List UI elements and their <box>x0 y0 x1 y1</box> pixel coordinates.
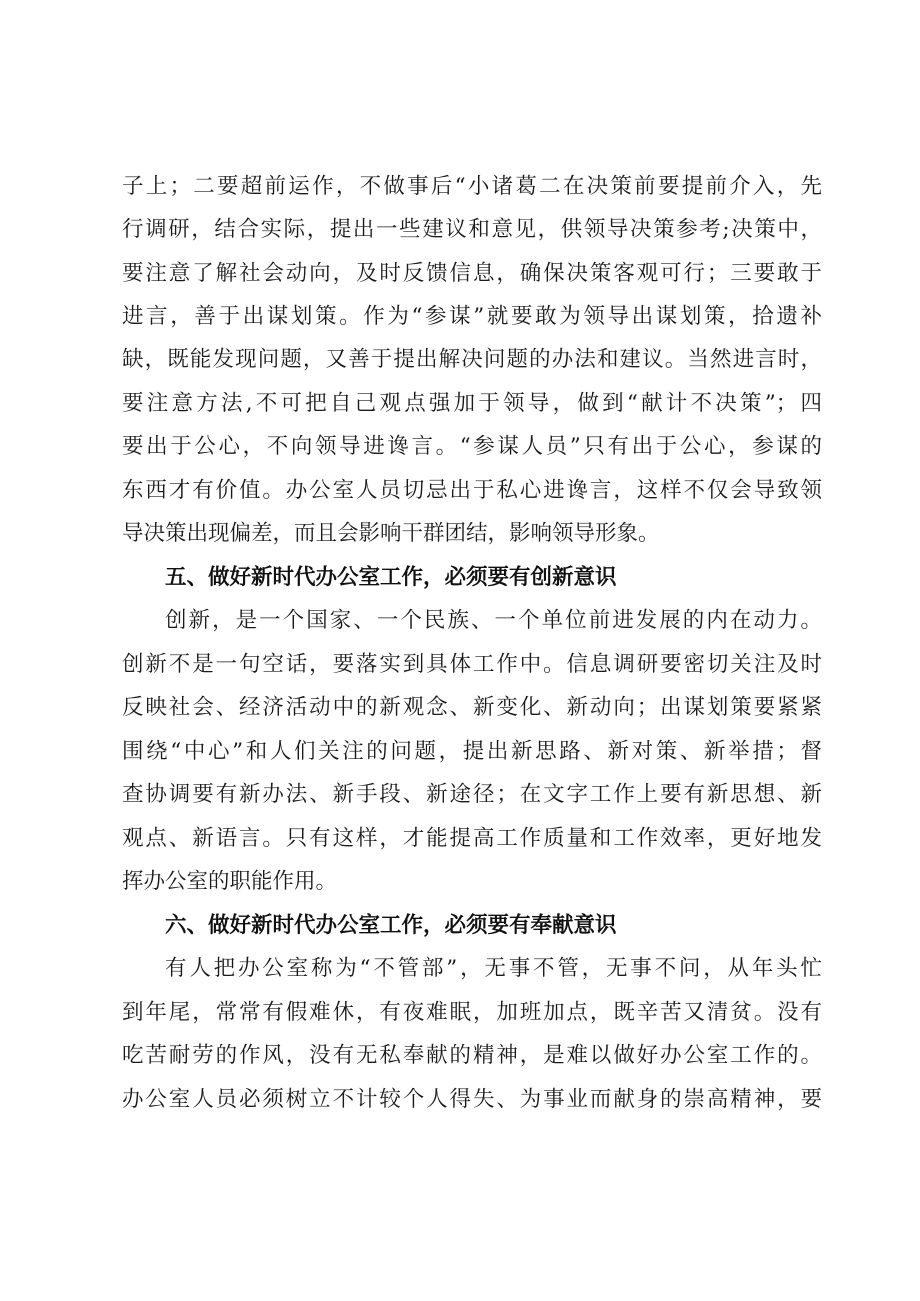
paragraph-line: 吃苦耐劳的作风，没有无私奉献的精神，是难以做好办公室工作的。 <box>122 1043 822 1068</box>
section-heading: 六、做好新时代办公室工作，必须要有奉献意识 <box>165 913 617 938</box>
section-heading: 五、做好新时代办公室工作，必须要有创新意识 <box>165 565 617 590</box>
paragraph-line: 要注意方法,不可把自己观点强加于领导，做到“献计不决策”；四 <box>122 391 822 416</box>
paragraph-line: 围绕“中心”和人们关注的问题，提出新思路、新对策、新举措；督 <box>122 739 822 764</box>
paragraph-line: 挥办公室的职能作用。 <box>122 869 338 894</box>
paragraph-line: 观点、新语言。只有这样，才能提高工作质量和工作效率，更好地发 <box>122 826 822 851</box>
paragraph-line: 导决策出现偏差，而且会影响干群团结，影响领导形象。 <box>122 521 660 546</box>
paragraph-line: 创新，是一个国家、一个民族、一个单位前进发展的内在动力。 <box>165 608 822 633</box>
paragraph-line: 到年尾，常常有假难休，有夜难眠，加班加点，既辛苦又清贫。没有 <box>122 1000 822 1025</box>
paragraph-line: 进言，善于出谋划策。作为“参谋”就要敢为领导出谋划策，拾遗补 <box>122 304 822 329</box>
paragraph-line: 反映社会、经济活动中的新观念、新变化、新动向；出谋划策要紧紧 <box>122 695 822 720</box>
paragraph-line: 有人把办公室称为“不管部”，无事不管，无事不问，从年头忙 <box>165 956 822 981</box>
paragraph-line: 缺，既能发现问题，又善于提出解决问题的办法和建议。当然进言时， <box>122 347 822 372</box>
paragraph-line: 子上；二要超前运作，不做事后“小诸葛二在决策前要提前介入，先 <box>122 174 822 199</box>
paragraph-line: 行调研，结合实际，提出一些建议和意见，供领导决策参考;决策中， <box>122 217 822 242</box>
paragraph-line: 办公室人员必须树立不计较个人得失、为事业而献身的崇高精神，要 <box>122 1087 822 1112</box>
paragraph-line: 要注意了解社会动向，及时反馈信息，确保决策客观可行；三要敢于 <box>122 261 822 286</box>
paragraph-line: 要出于公心，不向领导进谗言。“参谋人员”只有出于公心，参谋的 <box>122 434 822 459</box>
paragraph-line: 查协调要有新办法、新手段、新途径；在文字工作上要有新思想、新 <box>122 782 822 807</box>
paragraph-line: 创新不是一句空话，要落实到具体工作中。信息调研要密切关注及时 <box>122 652 822 677</box>
paragraph-line: 东西才有价值。办公室人员切忌出于私心进谗言，这样不仅会导致领 <box>122 478 822 503</box>
